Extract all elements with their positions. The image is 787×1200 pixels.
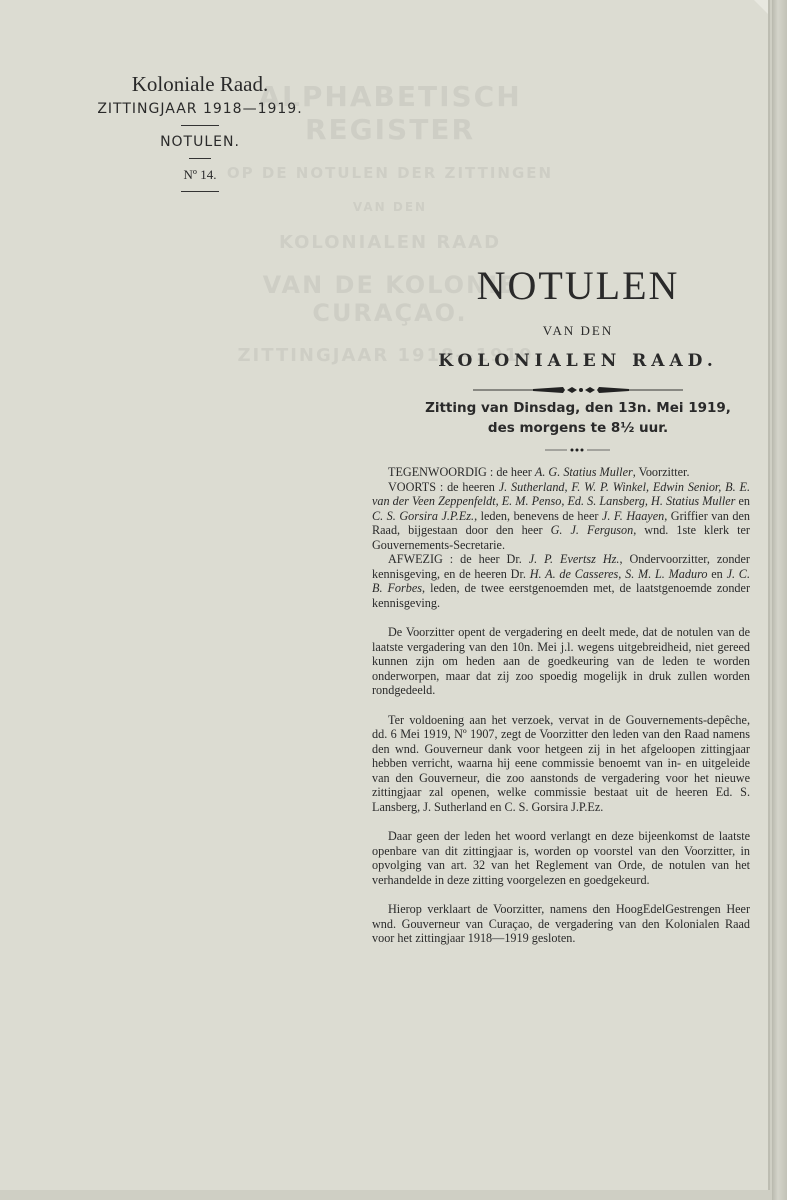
session-heading <box>398 398 758 438</box>
text-run: en <box>735 494 750 508</box>
ghost-line: OP DE NOTULEN DER ZITTINGEN <box>226 164 554 182</box>
text-run: AFWEZIG : de heer Dr. <box>388 552 529 566</box>
name-run: J. Sutherland, F. W. P. Winkel, Edwin Senior, B. E. van der Veen Zeppenfeldt, E. M. Penso, Ed. S. Lansberg, H. Statius Muller <box>372 479 751 508</box>
ghost-line: ZITTINGJAAR 1918—1919. <box>237 345 543 366</box>
divider <box>189 158 211 159</box>
paragraph: Daar geen der leden het woord verlangt en deze bijeenkomst de laatste openbare van dit zittingjaar is, worden op voorstel van den Voorzitter, in opvolging van art. 32 van het Reglement van Orde, de notulen van het verhandelde in deze zitting voorgelezen en goedgekeurd. <box>372 829 750 887</box>
council-name: Koloniale Raad. <box>131 72 269 96</box>
page-title: NOTULEN <box>476 263 680 308</box>
minutes-body <box>372 465 750 946</box>
text-run: , leden, de twee eerstgenoemden met, de laatstgenoemde zonder kennisgeving. <box>372 581 750 610</box>
title-block <box>398 262 758 400</box>
attendance-absent <box>372 552 750 610</box>
text-run: , Griffier van den Raad, bijgestaan door den heer <box>372 508 750 537</box>
paragraph: Hierop verklaart de Voorzitter, namens den HoogEdelGestrengen Heer wnd. Gouverneur van Curaçao, de vergadering van den Kolonialen Raad voor het zittingjaar 1918—1919 gesloten. <box>372 902 750 945</box>
session-time: des morgens te 8½ uur. <box>487 420 669 436</box>
name-run: J. F. Haayen <box>601 508 665 523</box>
name-run: H. A. de Casseres, S. M. L. Maduro <box>529 566 708 581</box>
text-run: TEGENWOORDIG : de heer <box>388 465 535 479</box>
minutes-label: NOTULEN. <box>160 134 240 150</box>
ghost-line: VAN DE KOLONIE CURAÇAO. <box>262 271 518 327</box>
small-divider <box>545 447 610 453</box>
attendance-also <box>372 480 750 553</box>
paragraph: De Voorzitter opent de vergadering en deelt mede, dat de notulen van de laatste vergadering van den 10n. Mei j.l. wegens uitgebreidheid, niet gereed kunnen zijn om heden aan de goedkeuring van de leden te worden onderworpen, maar dat zij zoo spoedig mogelijk in druk zullen worden rondgedeeld. <box>372 625 750 697</box>
paragraph: Ter voldoening aan het verzoek, vervat in de Gouvernements-depêche, dd. 6 Mei 1919, Nº 1907, zegt de Voorzitter den leden van den Raad namens den wnd. Gouverneur dank voor hetgeen zij in het afgeloopen zittingjaar hebben verricht, waarna hij eene commissie benoemt van in- en uitgeleide van den Gouverneur, die zoo aanstonds de vergadering voor het nieuwe zittingjaar zal openen, welke commissie bestaat uit de heeren Ed. S. Lansberg, J. Sutherland en C. S. Gorsira J.P.Ez. <box>372 712 750 814</box>
ornament-divider <box>473 385 683 395</box>
ghost-line: KOLONIALEN RAAD <box>278 232 502 253</box>
divider <box>181 191 219 192</box>
attendance-present <box>372 465 750 480</box>
text-run: VOORTS : de heeren <box>388 479 499 494</box>
name-run: G. J. Ferguson <box>550 523 634 537</box>
session-date: Zitting van Dinsdag, den 13n. Mei 1919, <box>425 400 731 416</box>
name-run: C. S. Gorsira J.P.Ez. <box>372 508 475 523</box>
text-run: , Voorzitter. <box>632 465 690 479</box>
masthead <box>90 72 310 200</box>
name-run: J. C. B. Forbes <box>372 566 750 595</box>
page-corner <box>754 0 768 14</box>
text-run: , leden, benevens de heer <box>474 508 602 523</box>
ghost-line: ALPHABETISCH REGISTER <box>258 80 522 146</box>
book-spine <box>772 0 787 1200</box>
session-year: ZITTINGJAAR 1918—1919. <box>97 101 303 117</box>
ghost-line: VAN DEN <box>352 200 428 214</box>
issue-number: Nº 14. <box>183 167 217 182</box>
text-run: en <box>707 566 727 581</box>
name-run: A. G. Statius Muller <box>534 465 633 479</box>
subtitle-van-den: VAN DEN <box>542 323 614 338</box>
divider <box>181 125 219 126</box>
subtitle-council: KOLONIALEN RAAD. <box>438 351 718 371</box>
text-run: , wnd. 1ste klerk ter Gouvernements-Secretarie. <box>372 523 750 552</box>
name-run: J. P. Evertsz Hz. <box>528 552 620 566</box>
text-run: , Ondervoorzitter, zonder kennisgeving, en de heeren Dr. <box>372 552 750 581</box>
